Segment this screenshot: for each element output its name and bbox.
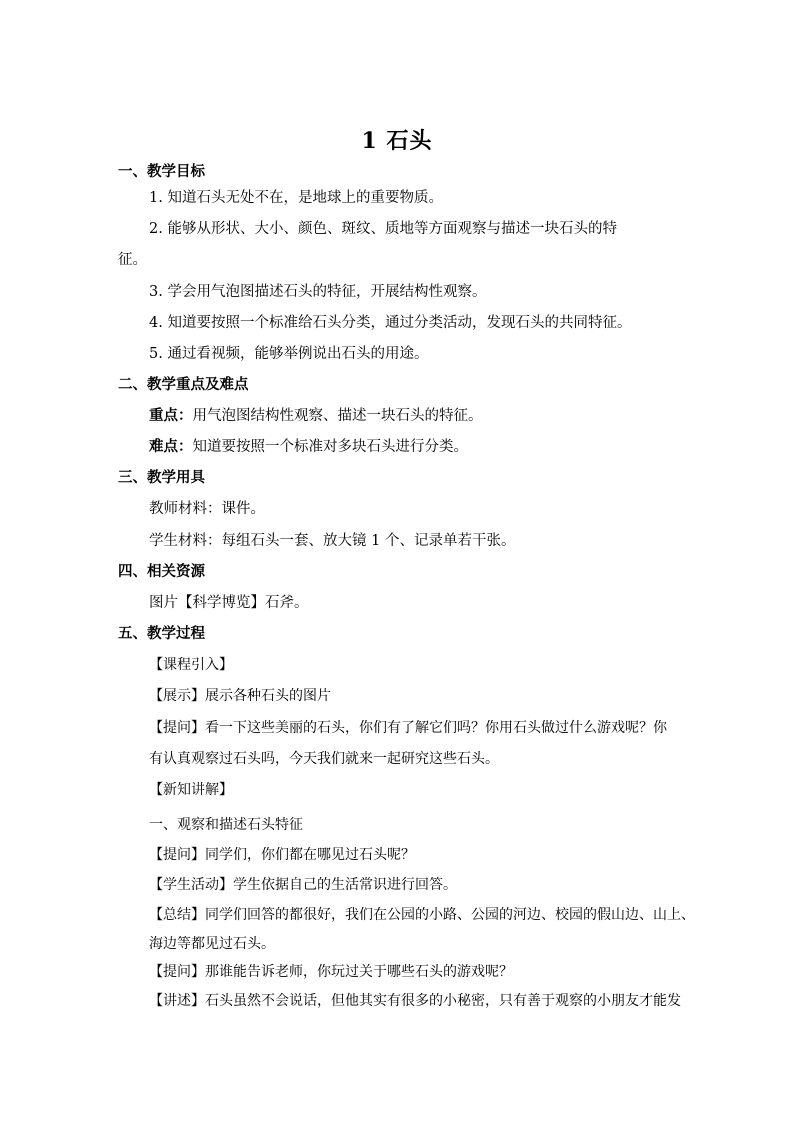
- key-point-label: 重点：: [149, 407, 193, 424]
- process-line: 有认真观察过石头吗，今天我们就来一起研究这些石头。: [149, 751, 499, 767]
- process-line: 【总结】同学们回答的都很好，我们在公园的小路、公园的河边、校园的假山边、山上、: [149, 907, 695, 923]
- objective-item: 5. 通过看视频，能够举例说出石头的用途。: [149, 346, 429, 362]
- process-line: 【提问】那谁能告诉老师，你玩过关于哪些石头的游戏呢？: [149, 964, 513, 980]
- resource-text: 图片【科学博览】石斧。: [149, 595, 309, 611]
- key-point-text: 用气泡图结构性观察、描述一块石头的特征。: [192, 408, 483, 424]
- teacher-materials: 教师材料：课件。: [149, 501, 265, 517]
- difficulty-label: 难点：: [149, 438, 193, 455]
- key-point-line: [149, 406, 483, 426]
- objective-item: 2. 能够从形状、大小、颜色、斑纹、质地等方面观察与描述一块石头的特: [149, 221, 617, 237]
- section-heading-key-points: 二、教学重点及难点: [118, 377, 249, 393]
- process-line: 【展示】展示各种石头的图片: [149, 688, 331, 704]
- process-line: 一、观察和描述石头特征: [149, 817, 303, 833]
- section-heading-objectives: 一、教学目标: [118, 164, 205, 180]
- objective-item-continuation: 征。: [118, 252, 147, 268]
- process-line: 【提问】同学们，你们都在哪见过石头呢？: [149, 847, 415, 863]
- process-line: 【学生活动】学生依据自己的生活常识进行回答。: [149, 877, 457, 893]
- document-title: 1 石头: [361, 128, 433, 154]
- objective-item: 3. 学会用气泡图描述石头的特征，开展结构性观察。: [149, 284, 487, 300]
- objective-item: 4. 知道要按照一个标准给石头分类，通过分类活动，发现石头的共同特征。: [149, 315, 632, 331]
- objective-item: 1. 知道石头无处不在，是地球上的重要物质。: [149, 190, 443, 206]
- process-line: 【提问】看一下这些美丽的石头，你们有了解它们吗？你用石头做过什么游戏呢？你: [149, 720, 667, 736]
- process-line: 海边等都见过石头。: [149, 936, 275, 952]
- section-heading-materials: 三、教学用具: [118, 470, 205, 486]
- process-line: 【讲述】石头虽然不会说话，但他其实有很多的小秘密，只有善于观察的小朋友才能发: [149, 993, 681, 1009]
- student-materials: 学生材料：每组石头一套、放大镜 1 个、记录单若干张。: [149, 533, 516, 549]
- section-heading-resources: 四、相关资源: [118, 564, 205, 580]
- process-line: 【课程引入】: [149, 657, 233, 673]
- process-line: 【新知讲解】: [149, 782, 233, 798]
- difficulty-text: 知道要按照一个标准对多块石头进行分类。: [192, 439, 468, 455]
- difficulty-line: [149, 437, 468, 457]
- section-heading-process: 五、教学过程: [118, 626, 205, 642]
